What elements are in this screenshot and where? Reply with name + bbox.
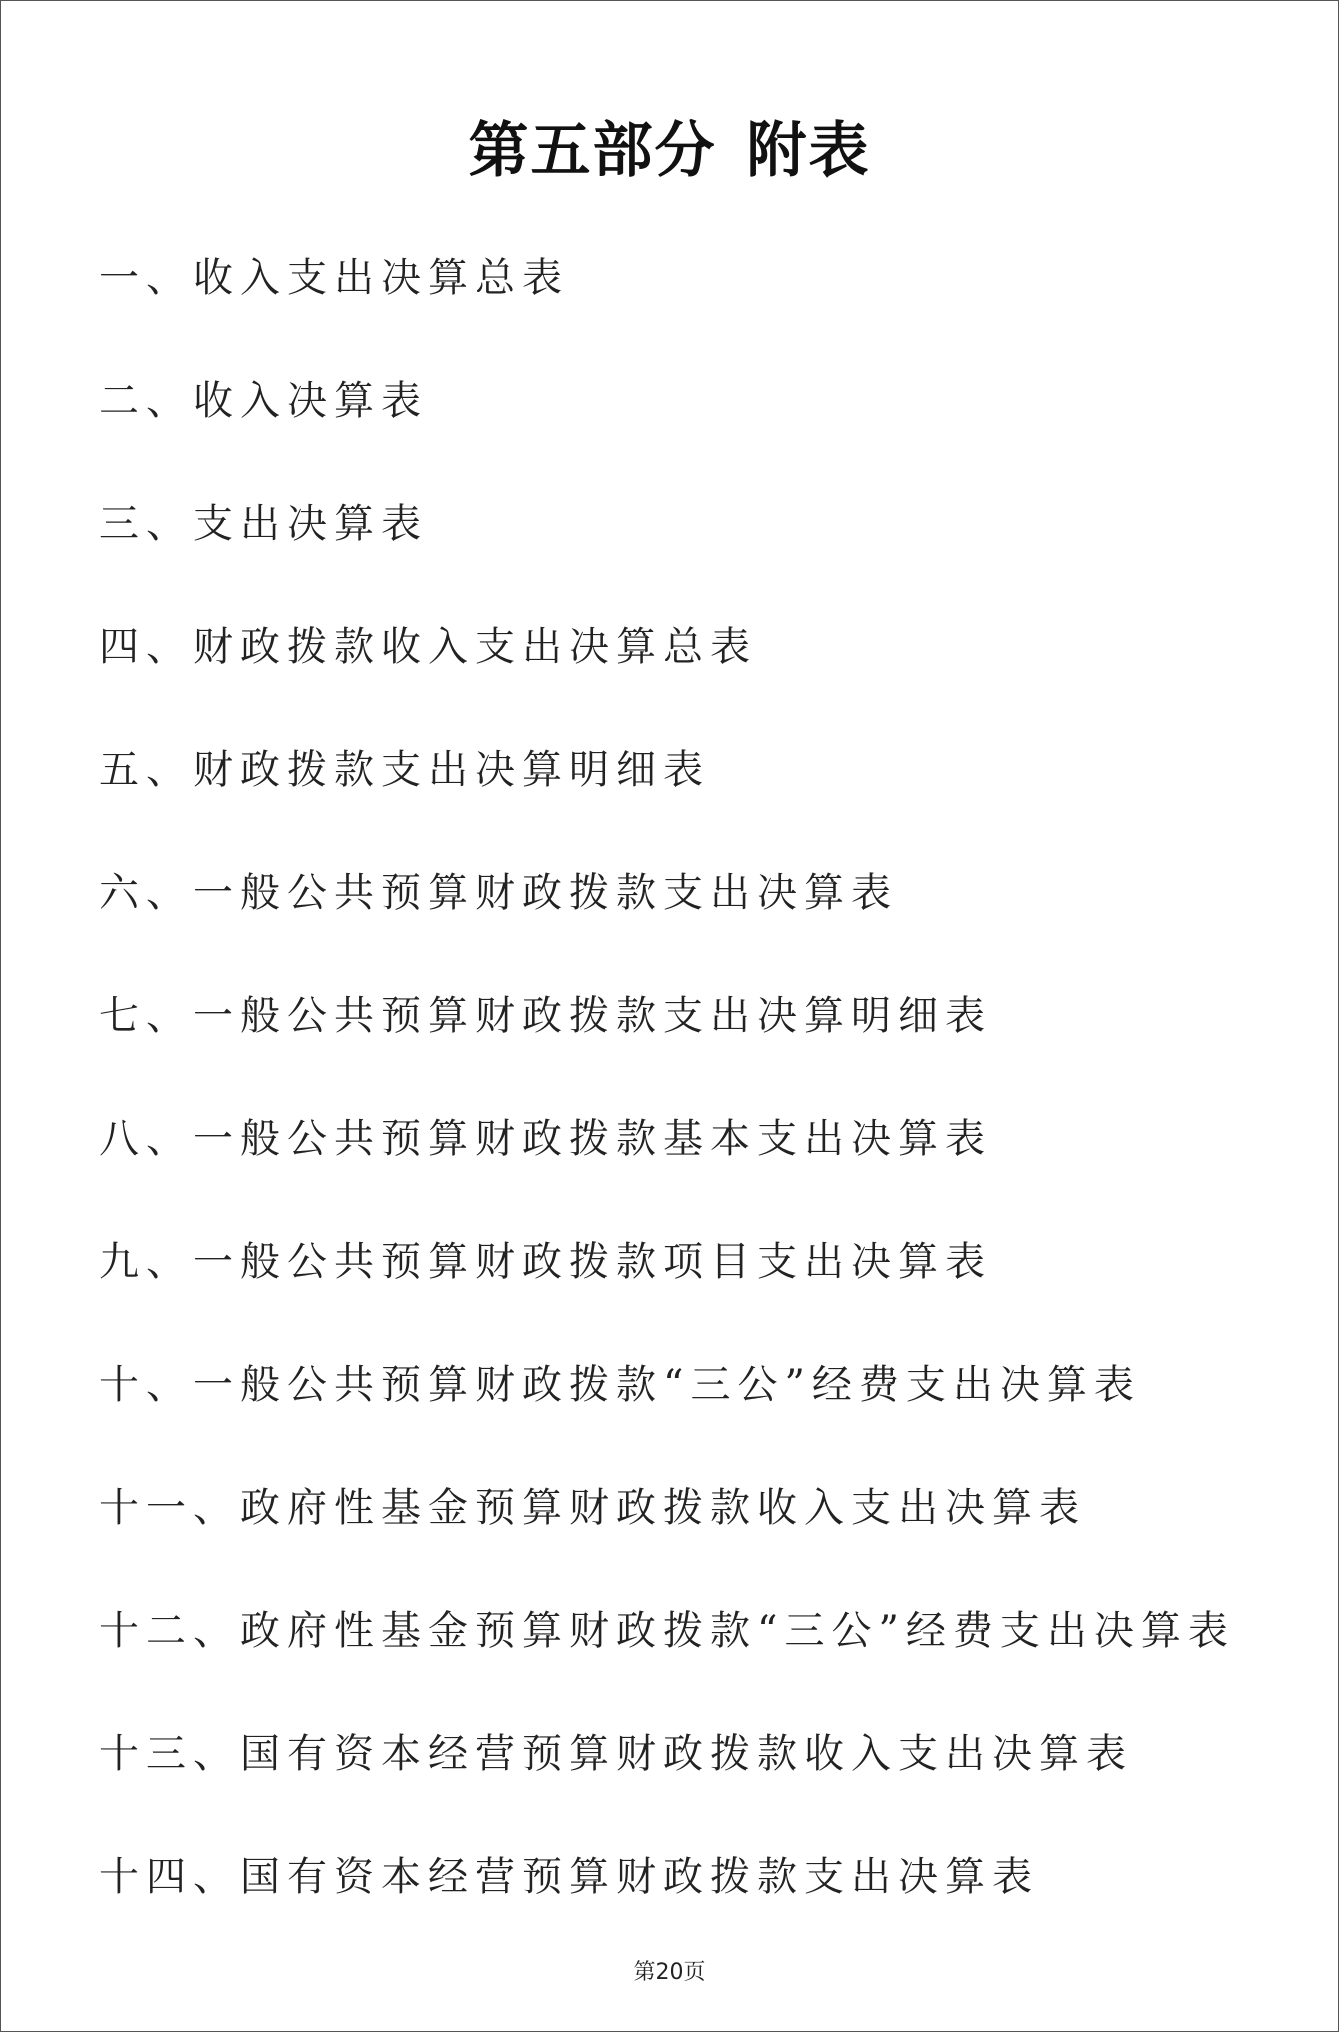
appendix-item-1: 一、收入支出决算总表 bbox=[99, 255, 569, 301]
appendix-item-4: 四、财政拨款收入支出决算总表 bbox=[99, 624, 757, 670]
title-part: 第五部分 bbox=[468, 116, 717, 186]
appendix-item-3: 三、支出决算表 bbox=[99, 501, 428, 547]
page-title bbox=[1, 111, 1338, 191]
page-number: 第20页 bbox=[633, 1960, 706, 1985]
appendix-list bbox=[99, 245, 1235, 1967]
appendix-item-11: 十一、政府性基金预算财政拨款收入支出决算表 bbox=[99, 1485, 1086, 1531]
appendix-item-8: 八、一般公共预算财政拨款基本支出决算表 bbox=[99, 1116, 992, 1162]
appendix-item-9: 九、一般公共预算财政拨款项目支出决算表 bbox=[99, 1239, 992, 1285]
title-subpart: 附表 bbox=[746, 116, 871, 186]
appendix-item-14: 十四、国有资本经营预算财政拨款支出决算表 bbox=[99, 1854, 1039, 1900]
appendix-item-10: 十、一般公共预算财政拨款“三公”经费支出决算表 bbox=[99, 1362, 1141, 1408]
appendix-item-5: 五、财政拨款支出决算明细表 bbox=[99, 747, 710, 793]
appendix-item-7: 七、一般公共预算财政拨款支出决算明细表 bbox=[99, 993, 992, 1039]
appendix-item-12: 十二、政府性基金预算财政拨款“三公”经费支出决算表 bbox=[99, 1608, 1235, 1654]
appendix-item-2: 二、收入决算表 bbox=[99, 378, 428, 424]
appendix-item-13: 十三、国有资本经营预算财政拨款收入支出决算表 bbox=[99, 1731, 1133, 1777]
appendix-item-6: 六、一般公共预算财政拨款支出决算表 bbox=[99, 870, 898, 916]
